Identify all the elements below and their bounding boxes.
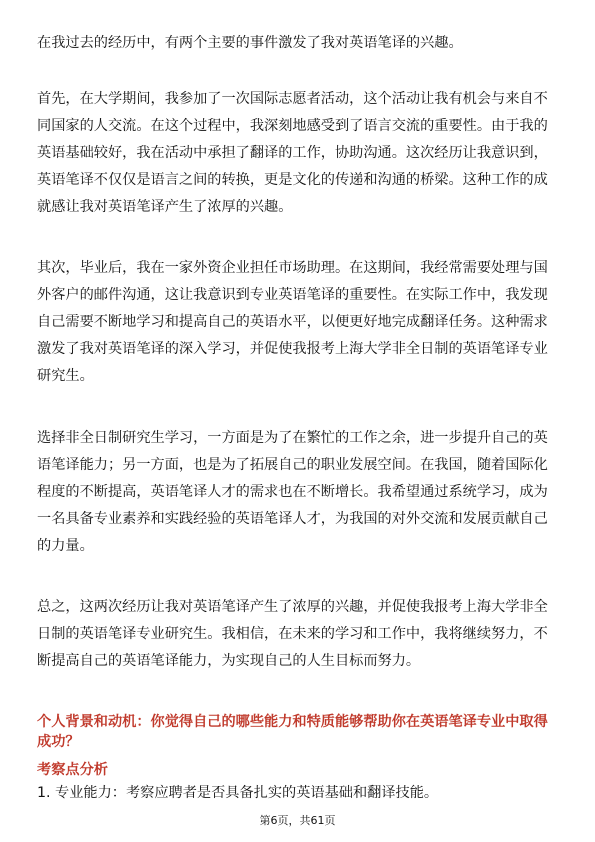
paragraph-first-event	[37, 86, 567, 221]
text-line: 总之，这两次经历让我对英语笔译产生了浓厚的兴趣，并促使我报考上海大学非全	[37, 599, 548, 615]
text-line: 研究生。	[37, 368, 94, 384]
text-line: 激发了我对英语笔译的深入学习，并促使我报考上海大学非全日制的英语笔译专业	[37, 341, 548, 357]
text-line: 同国家的人交流。在这个过程中，我深刻地感受到了语言交流的重要性。由于我的	[37, 118, 548, 134]
question-line: 个人背景和动机：你觉得自己的哪些能力和特质能够帮助你在英语笔译专业中取得	[37, 714, 548, 730]
text-line: 就感让我对英语笔译产生了浓厚的兴趣。	[37, 199, 293, 215]
text-line: 日制的英语笔译专业研究生。我相信，在未来的学习和工作中，我将继续努力，不	[37, 626, 548, 642]
text-line: 其次，毕业后，我在一家外资企业担任市场助理。在这期间，我经常需要处理与国	[37, 260, 548, 276]
text-line: 一名具备专业素养和实践经验的英语笔译人才，为我国的对外交流和发展贡献自己	[37, 511, 548, 527]
interview-question	[37, 712, 567, 752]
text-line: 断提高自己的英语笔译能力，为实现自己的人生目标而努力。	[37, 653, 421, 669]
paragraph-second-event	[37, 255, 567, 390]
text-line: 外客户的邮件沟通，这让我意识到专业英语笔译的重要性。在实际工作中，我发现	[37, 287, 548, 303]
paragraph-intro	[37, 30, 567, 57]
text-line: 英语基础较好，我在活动中承担了翻译的工作，协助沟通。这次经历让我意识到，	[37, 145, 548, 161]
text-line: 自己需要不断地学习和提高自己的英语水平，以便更好地完成翻译任务。这种需求	[37, 314, 548, 330]
text-line: 首先，在大学期间，我参加了一次国际志愿者活动，这个活动让我有机会与来自不	[37, 91, 548, 107]
text-line: 英语笔译不仅仅是语言之间的转换，更是文化的传递和沟通的桥梁。这种工作的成	[37, 172, 548, 188]
paragraph-part-time-choice	[37, 425, 567, 560]
analysis-item-text: 1. 专业能力：考察应聘者是否具备扎实的英语基础和翻译技能。	[37, 785, 439, 801]
text-line: 语笔译能力；另一方面，也是为了拓展自己的职业发展空间。在我国，随着国际化	[37, 457, 548, 473]
analysis-heading: 考察点分析	[37, 762, 108, 778]
text-line: 程度的不断提高，英语笔译人才的需求也在不断增长。我希望通过系统学习，成为	[37, 484, 548, 500]
text-line: 的力量。	[37, 538, 94, 554]
question-line: 成功？	[37, 734, 80, 750]
paragraph-conclusion	[37, 594, 567, 675]
text-line: 选择非全日制研究生学习，一方面是为了在繁忙的工作之余，进一步提升自己的英	[37, 430, 548, 446]
page-number-footer: 第6页，共61页	[259, 814, 336, 827]
analysis-item	[37, 782, 567, 804]
text-line: 在我过去的经历中，有两个主要的事件激发了我对英语笔译的兴趣。	[37, 35, 463, 51]
